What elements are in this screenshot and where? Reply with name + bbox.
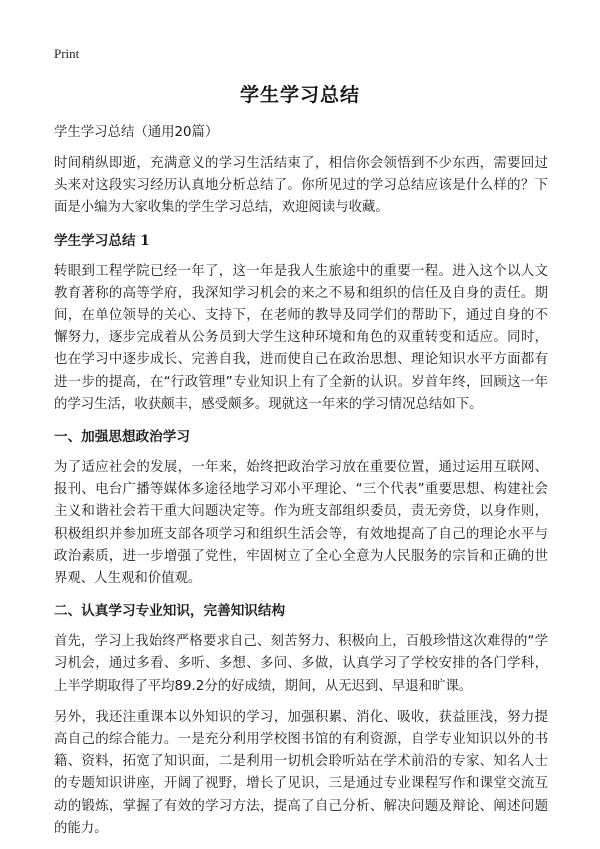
section-heading-2: 一、加强思想政治学习 bbox=[54, 429, 190, 446]
document-body bbox=[54, 122, 548, 849]
section-heading-1: 学生学习总结 1 bbox=[54, 232, 150, 249]
document-subtitle: 学生学习总结（通用20篇） bbox=[54, 125, 219, 140]
section-3-paragraph-1: 首先，学习上我始终严格要求自己、刻苦努力、积极向上，百般珍惜这次难得的“学习机会，通过多看、多听、多想、多问、多做，认真学习了学校安排的各门学科，上半学期取得了平均89.2分的好成绩，期间，从无迟到、早退和旷课。 bbox=[54, 634, 548, 694]
print-link[interactable]: Print bbox=[54, 46, 80, 61]
section-2-paragraph-1: 为了适应社会的发展，一年来，始终把政治学习放在重要位置，通过运用互联网、报刊、电台广播等媒体多途径地学习邓小平理论、“三个代表”重要思想、构建社会主义和谐社会若干重大问题决定等。作为班支部组织委员，责无旁贷，以身作则，积极组织并参加班支部各项学习和组织生活会等，有效地提高了自己的理论水平与政治素质，进一步增强了党性，牢固树立了全心全意为人民服务的宗旨和正确的世界观、人生观和价值观。 bbox=[54, 460, 548, 587]
section-3-paragraph-2: 另外，我还注重课本以外知识的学习，加强积累、消化、吸收，获益匪浅，努力提高自己的综合能力。一是充分利用学校图书馆的有利资源，自学专业知识以外的书籍、资料，拓宽了知识面，二是利用一切机会聆听站在学术前沿的专家、知名人士的专题知识讲座，开阔了视野，增长了见识，三是通过专业课程写作和课堂交流互动的锻炼，掌握了有效的学习方法，提高了自己分析、解决问题及辩论、阐述问题的能力。 bbox=[54, 709, 548, 836]
section-1-paragraph-1: 转眼到工程学院已经一年了，这一年是我人生旅途中的重要一程。进入这个以人文教育著称的高等学府，我深知学习机会的来之不易和组织的信任及自身的责任。期间，在单位领导的关心、支持下，在老师的教导及同学们的帮助下，通过自身的不懈努力，逐步完成着从公务员到大学生这种环境和角色的双重转变和适应。同时，也在学习中逐步成长、完善自我，进而使自己在政治思想、理论知识水平方面都有进一步的提高，在“行政管理”专业知识上有了全新的认识。岁首年终，回顾这一年的学习生活，收获颇丰，感受颇多。现就这一年来的学习情况总结如下。 bbox=[54, 263, 548, 412]
section-heading-3: 二、认真学习专业知识，完善知识结构 bbox=[54, 603, 286, 620]
intro-paragraph: 时间稍纵即逝，充满意义的学习生活结束了，相信你会领悟到不少东西，需要回过头来对这段实习经历认真地分析总结了。你所见过的学习总结应该是什么样的？下面是小编为大家收集的学生学习总结，欢迎阅读与收藏。 bbox=[54, 156, 548, 216]
document-title: 学生学习总结 bbox=[239, 84, 360, 106]
